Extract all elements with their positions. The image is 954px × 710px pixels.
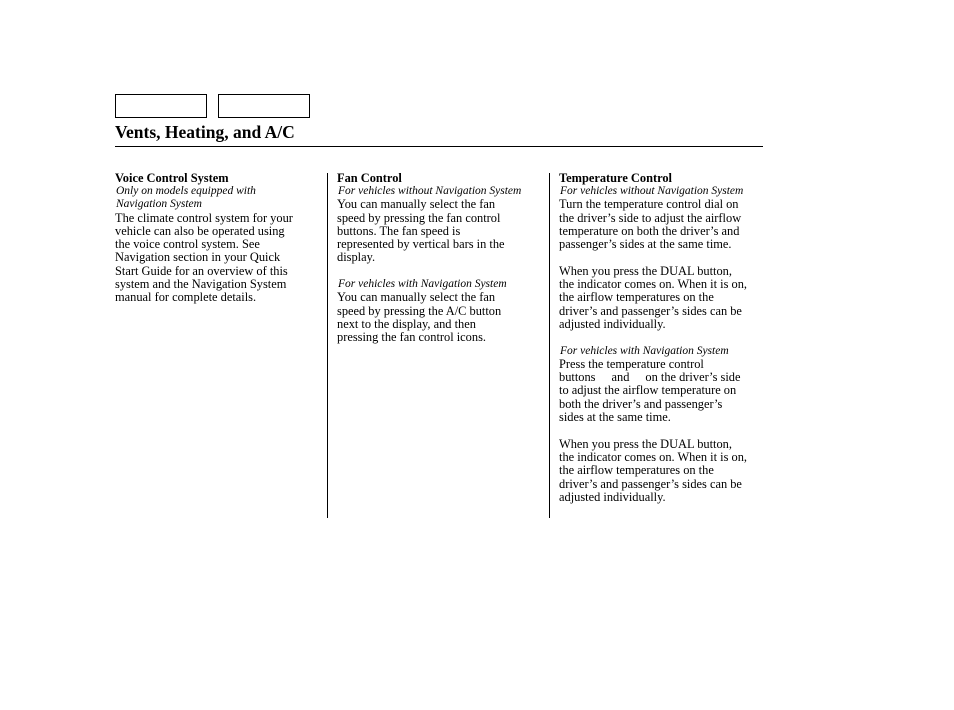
voice-control-note-line: Navigation System bbox=[116, 198, 202, 211]
body-fragment: on the driver’s side bbox=[645, 370, 741, 385]
body-line-with-icon-gaps bbox=[559, 371, 771, 384]
fan-control-note-with-nav: For vehicles with Navigation System bbox=[338, 278, 507, 291]
temperature-control-body-with-nav bbox=[559, 358, 771, 424]
nav-tab-box-1[interactable] bbox=[115, 94, 207, 118]
body-line: speed by pressing the A/C button bbox=[337, 303, 502, 318]
fan-control-heading: Fan Control bbox=[337, 171, 402, 185]
body-line: Turn the temperature control dial on bbox=[559, 197, 739, 212]
body-line: to adjust the airflow temperature on bbox=[559, 383, 737, 398]
column-divider bbox=[549, 173, 550, 518]
title-rule bbox=[115, 146, 763, 147]
column-fan-control bbox=[337, 171, 541, 345]
temperature-control-note-without-nav: For vehicles without Navigation System bbox=[560, 185, 744, 197]
body-line: temperature on both the driver’s and bbox=[559, 223, 740, 238]
body-line: The climate control system for your bbox=[115, 210, 293, 225]
body-line: both the driver’s and passenger’s bbox=[559, 396, 723, 411]
body-line: the driver’s side to adjust the airflow bbox=[559, 210, 742, 225]
temperature-control-body-without-nav bbox=[559, 198, 771, 251]
body-line: When you press the DUAL button, bbox=[559, 436, 732, 451]
body-line: Press the temperature control bbox=[559, 356, 704, 371]
column-divider bbox=[327, 173, 328, 518]
body-line: next to the display, and then bbox=[337, 316, 476, 331]
paragraph-gap bbox=[559, 331, 771, 344]
body-line: buttons. The fan speed is bbox=[337, 223, 461, 238]
body-line: represented by vertical bars in the bbox=[337, 237, 505, 252]
voice-control-body bbox=[115, 212, 319, 305]
fan-control-body-with-nav bbox=[337, 291, 541, 344]
body-line: When you press the DUAL button, bbox=[559, 263, 732, 278]
body-line: vehicle can also be operated using bbox=[115, 223, 285, 238]
body-line: You can manually select the fan bbox=[337, 197, 496, 212]
fan-control-body-without-nav bbox=[337, 198, 541, 264]
temperature-control-dual-paragraph-2 bbox=[559, 438, 771, 504]
body-line: driver’s and passenger’s sides can be bbox=[559, 303, 742, 318]
body-line: pressing the fan control icons. bbox=[337, 330, 486, 345]
body-line: the airflow temperatures on the bbox=[559, 463, 714, 478]
body-line: You can manually select the fan bbox=[337, 290, 496, 305]
paragraph-gap bbox=[559, 251, 771, 264]
body-fragment: and bbox=[611, 370, 630, 385]
body-line: Navigation section in your Quick bbox=[115, 250, 281, 265]
temperature-control-dual-paragraph bbox=[559, 265, 771, 331]
body-line: speed by pressing the fan control bbox=[337, 210, 501, 225]
page-title: Vents, Heating, and A/C bbox=[115, 122, 295, 142]
body-line: the indicator comes on. When it is on, bbox=[559, 277, 748, 292]
body-line: the airflow temperatures on the bbox=[559, 290, 714, 305]
paragraph-gap bbox=[337, 265, 541, 278]
paragraph-gap bbox=[559, 424, 771, 437]
column-temperature-control bbox=[559, 171, 771, 504]
fan-control-note-without-nav: For vehicles without Navigation System bbox=[338, 185, 522, 197]
body-line: manual for complete details. bbox=[115, 290, 257, 305]
body-line: the voice control system. See bbox=[115, 237, 260, 252]
body-line: passenger’s sides at the same time. bbox=[559, 237, 732, 252]
voice-control-note bbox=[115, 185, 319, 212]
body-line: adjusted individually. bbox=[559, 316, 666, 331]
body-line: the indicator comes on. When it is on, bbox=[559, 449, 748, 464]
body-fragment: buttons bbox=[559, 370, 596, 385]
body-line: Start Guide for an overview of this bbox=[115, 263, 288, 278]
body-line: driver’s and passenger’s sides can be bbox=[559, 476, 742, 491]
body-line: system and the Navigation System bbox=[115, 277, 287, 292]
body-line: sides at the same time. bbox=[559, 410, 671, 425]
body-line: display. bbox=[337, 250, 376, 265]
voice-control-heading: Voice Control System bbox=[115, 171, 229, 185]
temperature-control-heading: Temperature Control bbox=[559, 171, 672, 185]
temperature-control-note-with-nav: For vehicles with Navigation System bbox=[560, 344, 729, 357]
body-line: adjusted individually. bbox=[559, 489, 666, 504]
nav-tab-box-2[interactable] bbox=[218, 94, 310, 118]
voice-control-note-line: Only on models equipped with bbox=[116, 185, 256, 197]
column-voice-control bbox=[115, 171, 319, 305]
